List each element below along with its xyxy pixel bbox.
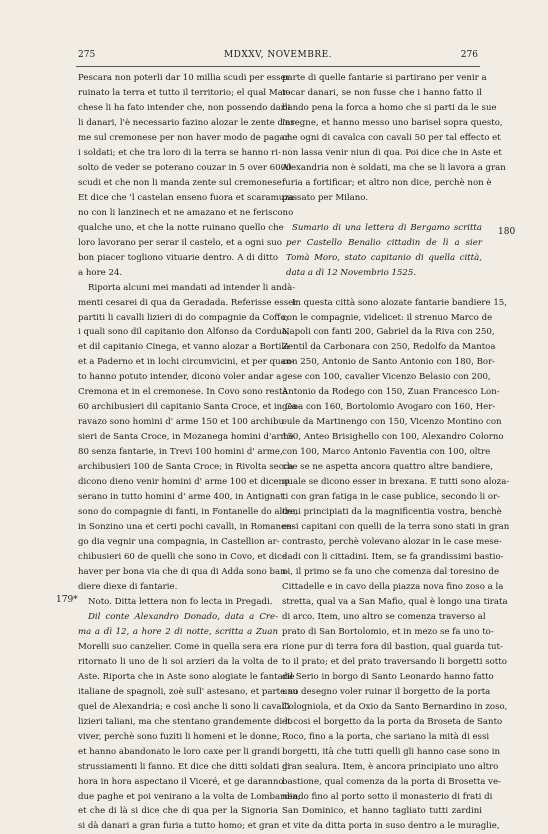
text-line: italiane de spagnoli, zoè sull' astesano, et parte su xyxy=(78,686,298,697)
text-line: passato per Milano. xyxy=(282,192,369,203)
text-line: Riporta alcuni mei mandati ad intender li andà- xyxy=(88,282,296,293)
text-line: et che di là si dice che di qua per la Signoria xyxy=(78,806,278,817)
text-line: gran sealura. Item, è ancora principiato uno altro xyxy=(282,761,499,772)
text-line: i quali sono dil capitanio don Alfonso da Cordua, xyxy=(78,327,290,338)
text-line: Cittadelle e in cavo della piazza nova fino zoso a la xyxy=(282,581,504,592)
text-line: ma a dì 12, a hore 2 di notte, scritta a Zuan xyxy=(78,626,278,637)
text-line: Pescara non poterli dar 10 millia scudi per esser xyxy=(78,73,290,83)
text-line: borgetti, ità che tutti quelli gli hanno case sono in xyxy=(282,746,501,757)
running-header xyxy=(78,50,478,64)
text-line: con 250, Antonio de Santo Antonio con 180, Bor- xyxy=(282,357,496,368)
text-line: scudi et che non li manda zente sul cremonese. xyxy=(78,177,285,188)
text-line: prato di San Bortolomio, et in mezo se fa uno to- xyxy=(282,626,494,637)
text-line: Roco, fino a la porta, che sariano la mità di essi xyxy=(282,731,490,742)
text-line: serano in tutto homini d' arme 400, in Antignat xyxy=(78,492,284,503)
text-line: In questa città sono alozate fantarie bandiere 15, xyxy=(292,297,507,308)
left-page-number: 275 xyxy=(78,50,96,60)
right-margin-note: 180 xyxy=(498,227,516,237)
text-line: ravazo sono homini d' arme 150 et 100 archibu- xyxy=(78,417,287,428)
text-line: no con li lanzinech et ne amazano et ne feriscono xyxy=(78,207,294,218)
text-line: viver, perchè sono fuziti li homeni et le donne, xyxy=(78,731,280,742)
text-line: di arco. Item, uno altro se comenza traverso al xyxy=(282,611,486,622)
text-line: con 100, Marco Antonio Faventia con 100, oltre xyxy=(282,447,491,458)
text-line: strussiamenti li fanno. Et dice che ditti soldati di xyxy=(78,761,291,772)
text-line: contrasto, perchè volevano alozar in le case mese- xyxy=(282,537,502,548)
text-line: Zentil da Carbonara con 250, Redolfo da Mantoa xyxy=(282,342,496,353)
text-line: con le compagnie, videlicet: il strenuo Marco de xyxy=(282,312,493,323)
text-line: qualche uno, et che la notte ruinano quello che xyxy=(78,222,284,233)
text-line: stretta, qual va a San Mafio, qual è longo una tirata xyxy=(282,596,508,607)
text-line: rione pur di terra fora dil bastion, qual guarda tut- xyxy=(282,641,503,652)
text-line: cule da Martinengo con 150, Vicenzo Montino con xyxy=(282,417,502,428)
text-line: loro lavorano per serar il castelo, et a ogni suo xyxy=(78,237,282,248)
text-line: essi capitani con quelli de la terra sono stati in gran xyxy=(282,522,510,533)
right-text-column xyxy=(282,71,510,834)
text-line: dadi con li cittadini. Item, se fa grandissimi bastio- xyxy=(282,552,504,562)
left-margin-note: 179* xyxy=(56,595,78,605)
text-line: go dia vegnir una compagnia, in Castellion ar- xyxy=(78,537,280,548)
text-line: lizieri taliani, ma che stentano grandemente di lo xyxy=(78,716,293,727)
text-line: che se ne aspetta ancora quattro altre bandiere, xyxy=(282,462,493,473)
text-line: 80 senza fantarie, in Trevi 100 homini d' arme, xyxy=(78,447,283,458)
text-line: 150, Anteo Brisighello con 100, Alexandro Colorno xyxy=(282,432,504,443)
text-line: uno desegno voler ruinar il borgetto de la porta xyxy=(282,686,491,697)
text-line: bon piacer togliono vituarie dentro. A di ditto xyxy=(78,252,278,263)
text-line: to il prato; et del prato traversando li borgetti sotto xyxy=(282,656,507,667)
text-line: Dil conte Alexandro Donado, data a Cre- xyxy=(88,611,278,622)
text-line: Noto. Ditta lettera non fo lecta in Pregadi. xyxy=(88,596,273,607)
text-line: data a dì 12 Novembrio 1525. xyxy=(286,267,417,278)
text-line: si dà danari a gran furia a tutto homo; et gran xyxy=(78,821,280,832)
text-line: li danari, l'è necessario fazino alozar le zente d'ar- xyxy=(78,117,298,128)
text-line: et vite da ditta porta in suso dentro a le muraglie, xyxy=(282,821,500,832)
text-line: nendo fino al porto sotto il monasterio di frati di xyxy=(282,791,493,802)
text-line: sieri de Santa Croce, in Mozanega homini d'arme xyxy=(78,432,294,443)
running-title: MDXXV, NOVEMBRE. xyxy=(223,50,333,60)
text-line: ni, il primo se fa uno che comenza dal toresino de xyxy=(282,566,500,577)
text-line: haver per bona via che di qua di Adda sono ban- xyxy=(78,566,289,577)
text-line: ti con gran fatiga in le case publice, secondo li or- xyxy=(282,492,501,503)
text-line: quale se dicono esser in brexana. E tutti sono aloza- xyxy=(282,477,510,488)
text-line: chese li ha fato intender che, non possendo darli xyxy=(78,102,291,113)
text-line: a hore 24. xyxy=(78,267,123,278)
text-line: et dil capitanio Cinega, et vanno alozar a Bortila xyxy=(78,342,290,353)
text-line: et hanno abandonato le loro caxe per li grandi xyxy=(78,746,281,757)
text-line: et cosi el borgetto da la porta da Broseta de Santo xyxy=(282,716,503,727)
text-line: diere diexe di fantarie. xyxy=(78,581,178,592)
text-line: che ogni di cavalca con cavali 50 per tal effecto et xyxy=(282,132,501,143)
text-line: 60 archibusieri dil capitanio Santa Croce, et in Ca- xyxy=(78,402,300,413)
text-line: San Dominico, et hanno tagliato tutti zardini xyxy=(282,806,482,817)
text-line: Alexandria non è soldati, ma che se li lavora a gran xyxy=(282,162,506,173)
text-line: ritornato li uno de li soi arzieri da la volta de xyxy=(78,656,278,667)
text-line: me sul cremonese per non haver modo de pagar xyxy=(78,132,289,143)
text-line: quel de Alexandria; e così anche li sono li cavalli xyxy=(78,701,290,712)
text-line: tocar danari, se non fusse che i hanno fatto il xyxy=(282,87,482,98)
text-line: to hanno potuto intender, dicono voler andar a xyxy=(78,372,282,383)
text-line: Cologniola, et da Oxio da Santo Bernardino in zoso, xyxy=(282,701,508,712)
text-line: dil Serio in borgo di Santo Leonardo hanno fatto xyxy=(282,671,494,682)
text-line: bastione, qual comenza da la porta di Brosetta ve- xyxy=(282,776,502,787)
text-line: Et dice che 'l castelan enseno fuora et scaramuza- xyxy=(78,192,297,203)
text-line xyxy=(282,281,482,296)
text-line: Morelli suo canzelier. Come in quella sera era xyxy=(78,641,279,652)
text-line: in Sonzino una et certi pochi cavalli, in Romanen- xyxy=(78,522,295,533)
text-line: Aste. Riporta che in Aste sono alogiate le fantarie xyxy=(78,671,295,682)
text-line: dicono dieno venir homini d' arme 100 et diceno xyxy=(78,477,290,488)
text-line: parte di quelle fantarie si partirano per venir a xyxy=(282,73,487,83)
text-line: bando pena la forca a homo che si parti da le sue xyxy=(282,102,497,113)
text-line: per Castello Benalio cittadin de lì a sier xyxy=(286,237,482,248)
text-line: et a Paderno et in lochi circumvicini, et per quan- xyxy=(78,357,295,368)
text-line: i soldati; et che tra loro di la terra se hanno ri- xyxy=(78,147,281,158)
text-line: ruinato la terra et tutto il territorio; el qual Mar- xyxy=(78,87,290,98)
text-line: deni principiati da la magnificentia vostra, benchè xyxy=(282,507,502,518)
text-line: menti cesarei di qua da Geradada. Referisse esser xyxy=(78,297,298,308)
text-line: due paghe et poi venirano a la volta de Lombardia; xyxy=(78,791,301,802)
text-line: Antonio da Rodego con 150, Zuan Francesco Lon- xyxy=(282,387,500,398)
text-line: non lassa venir niun di qua. Poi dice che in Aste et xyxy=(282,147,502,158)
text-line: archibusieri 100 de Santa Croce; in Rivolta secca xyxy=(78,462,294,473)
text-line: partiti li cavalli lizieri di do compagnie da Coffo; xyxy=(78,312,289,323)
text-line: solto de veder se poterano couzar in 5 over 6000 xyxy=(78,162,292,173)
text-line: chibusieri 60 de quelli che sono in Covo, et dice xyxy=(78,552,287,562)
text-line: sono do compagnie di fanti, in Fontanelle do altre, xyxy=(78,507,298,518)
right-page-number: 276 xyxy=(460,50,478,60)
text-line: gese con 100, cavalier Vicenzo Belasio con 200, xyxy=(282,372,491,383)
header-rule xyxy=(76,66,480,67)
text-line: Tomà Moro, stato capitanio di quella città, xyxy=(286,252,482,263)
text-line xyxy=(282,206,482,221)
left-text-column xyxy=(78,71,301,834)
text-line: Cremona et in el cremonese. In Covo sono restà xyxy=(78,387,288,398)
text-line: furia a fortificar; et altro non dice, perchè non è xyxy=(282,177,492,188)
text-line: Sumario di una lettera di Bergamo scritta xyxy=(292,222,482,233)
text-line: Napoli con fanti 200, Gabriel da la Riva con 250, xyxy=(282,327,495,338)
text-line: gena con 160, Bortolomio Avogaro con 160, Her- xyxy=(282,402,496,413)
text-line: insegne, et hanno messo uno barisel sopra questo, xyxy=(282,117,503,128)
text-line: hora in hora aspectano il Viceré, et ge daranno xyxy=(78,776,284,787)
